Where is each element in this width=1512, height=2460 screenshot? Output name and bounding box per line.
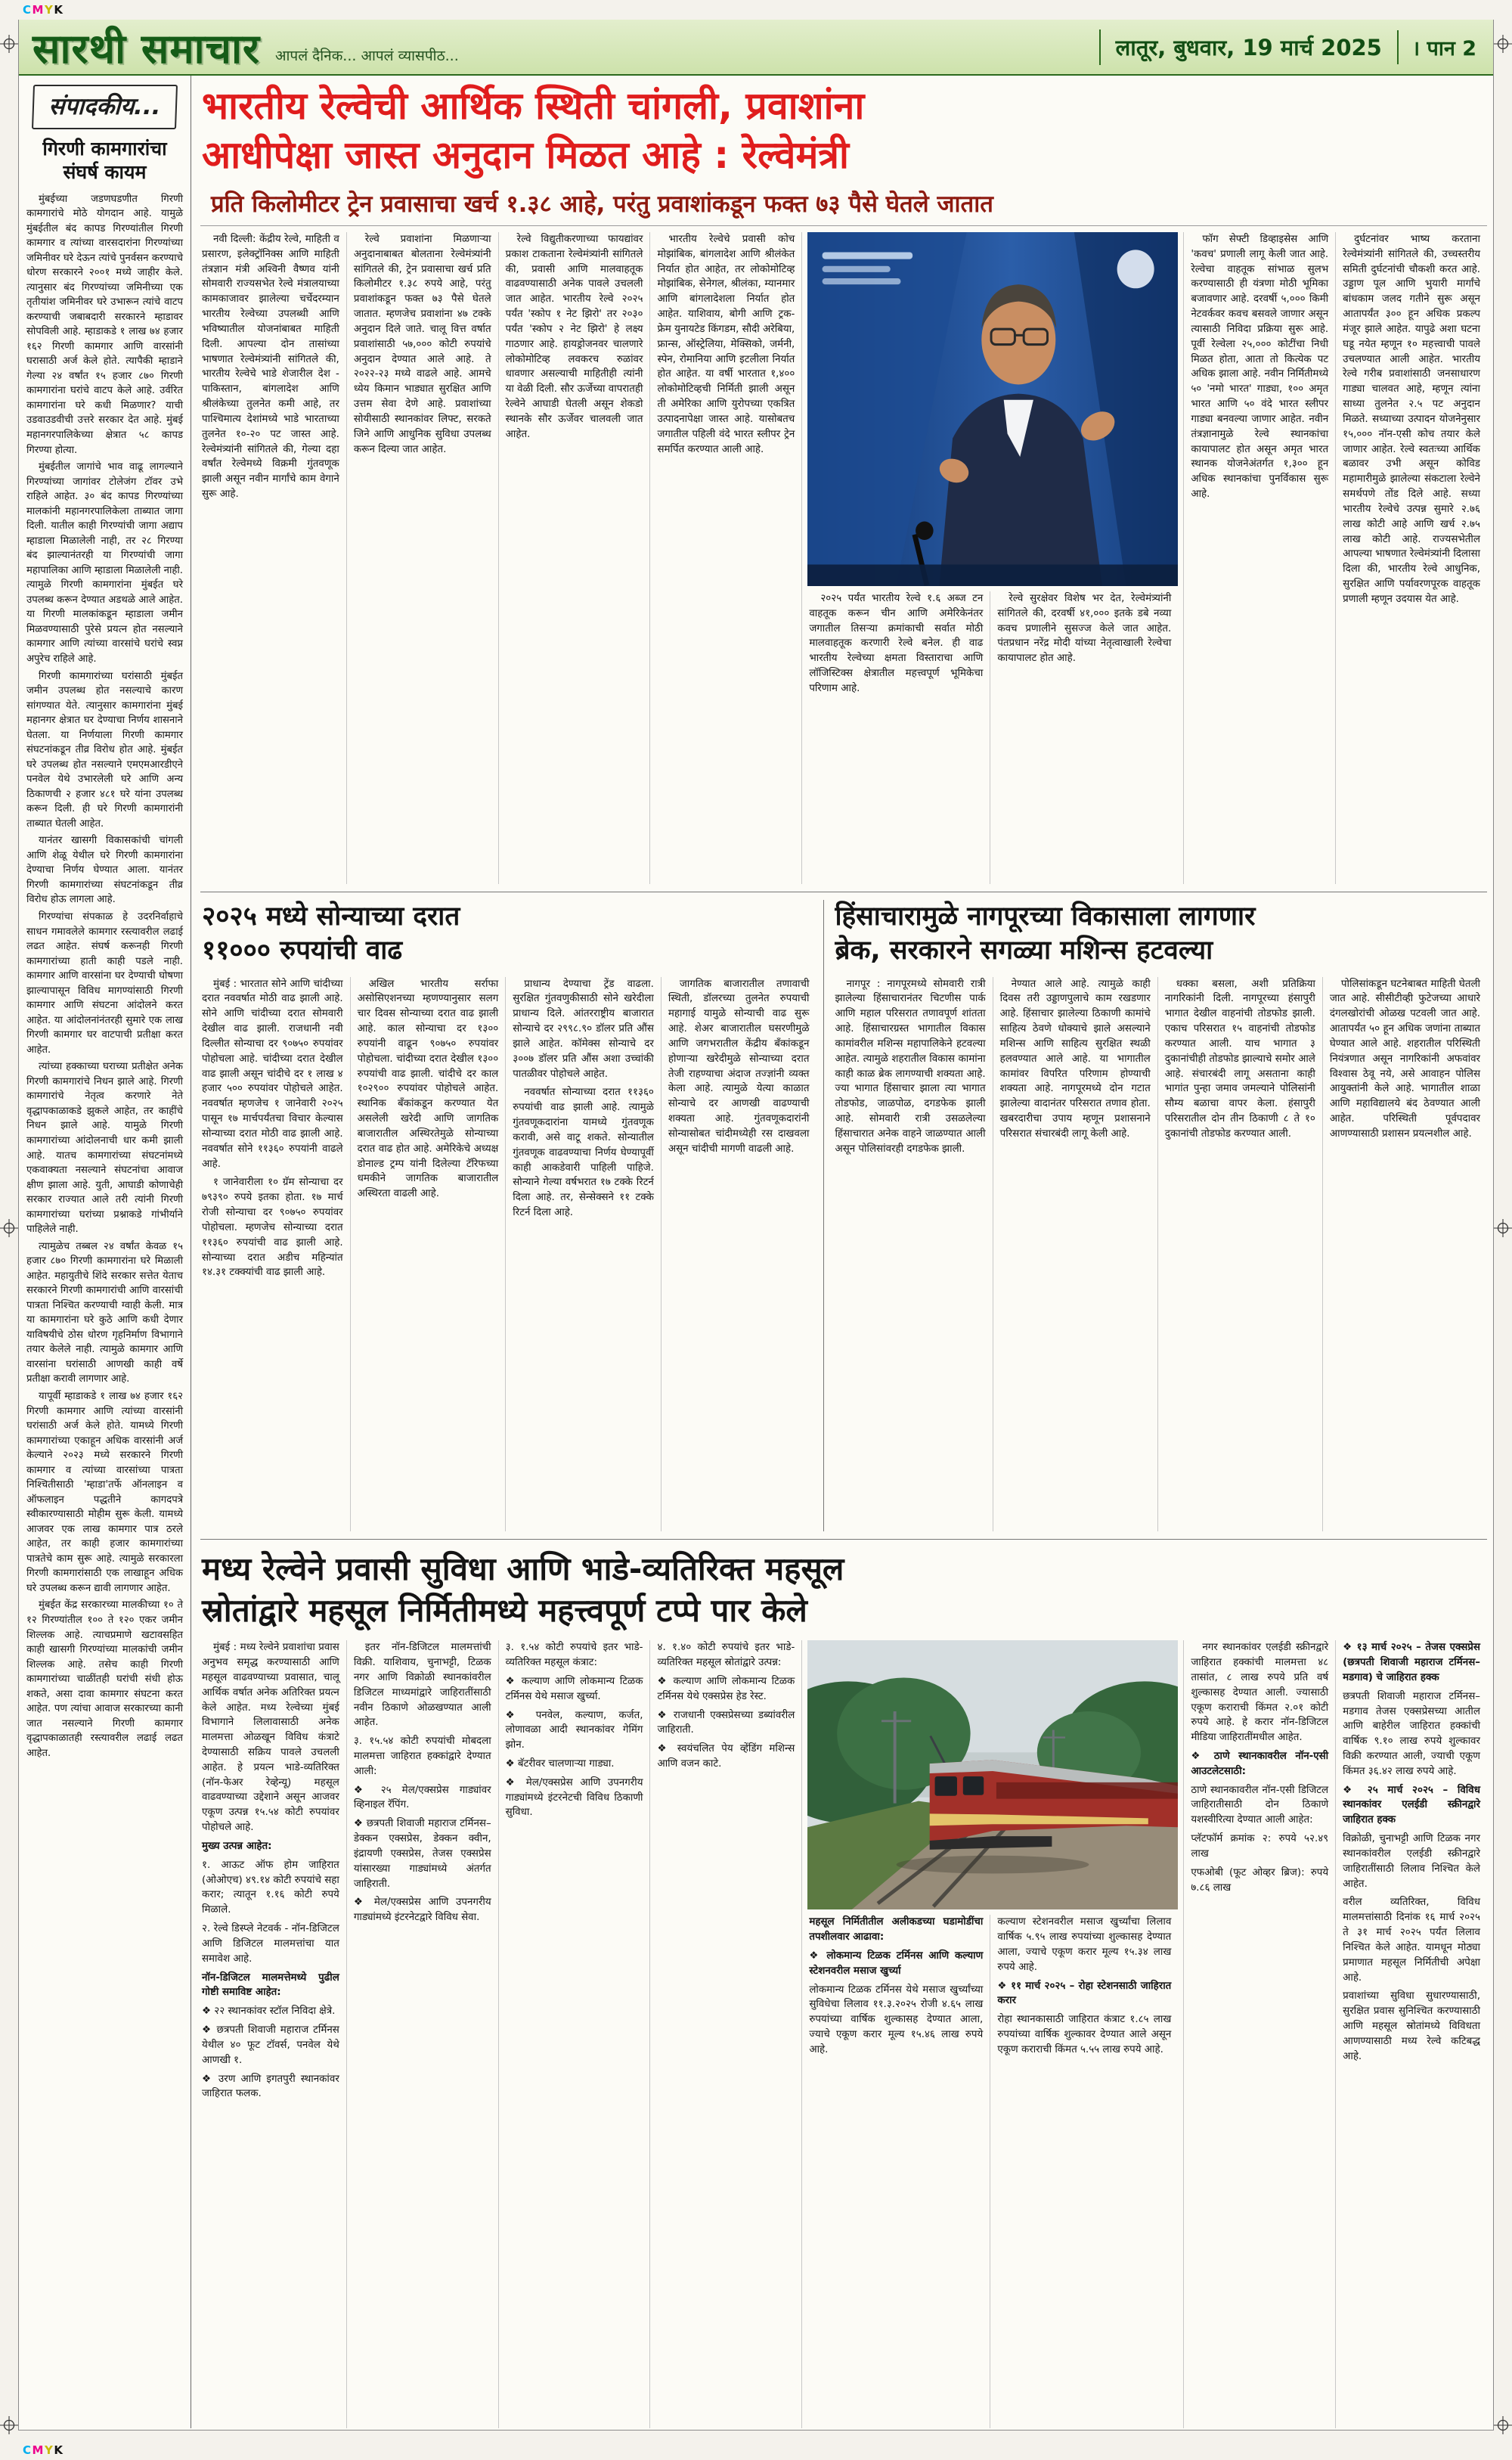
paragraph: विक्रोळी, चुनाभट्टी आणि टिळक नगर स्थानकांवरील एलईडी स्क्रीनद्वारे जाहिरातींसाठी लिलाव निश्चित केले आहेत. xyxy=(1343,1833,1480,1890)
photo-block xyxy=(801,1640,1183,2428)
text-column xyxy=(807,591,990,884)
list-item: ❖ स्वयंचलित पेय व्हेंडिंग मशिन्स आणि वजन काटे. xyxy=(657,1743,795,1770)
sub-heading: ❖ १३ मार्च २०२५ – तेजस एक्सप्रेस (छत्रपती शिवाजी महाराज टर्मिनस–मडगाव) चे जाहिरात हक्क xyxy=(1343,1642,1480,1683)
text-column xyxy=(990,591,1178,884)
list-item: १. आऊट ऑफ होम जाहिरात (ओओएच) ४९.१४ कोटी रुपयांचे सहा करार; त्यातून १.१६ कोटी रुपये मिळाले. xyxy=(202,1859,339,1916)
paragraph: मुंबईतील जागांचे भाव वाढू लागल्याने गिरण्यांच्या जागांवर टोलेजंग टॉवर उभे राहिले आहेत. ३० बंद कापड गिरण्यांच्या मालकांनी महानगरपालिकेला ताब्यात जागा दिली. यातील काही गिरण्यांची जागा अद्याप म्हाडाला मिळालेली नाही, तर २८ गिरण्या बंद झाल्यानंतरही या गिरण्यांची जागा महापालिका आणि म्हाडाला मिळालेली नाही. त्यामुळे गिरणी कामगारांना मुंबईत घरे उपलब्ध करून देण्यात अडथळे आले आहेत. या गिरणी मालकांकडून म्हाडाला जमीन मिळवण्यासाठी पुरेसे प्रयत्न होत नसल्याने कामगार आणि त्यांच्या वारसांचे घरांचे स्वप्न अपुरेच राहिले आहे. xyxy=(26,461,183,665)
photo-block xyxy=(801,232,1183,884)
paragraph: धक्का बसला, अशी प्रतिक्रिया नागरिकांनी दिली. नागपूरच्या हंसापुरी भागात देखील वाहनांची तोडफोड झाली. एकाच परिसरात १५ वाहनांची तोडफोड करण्यात आली. याच भागात ३ दुकानांचीही तोडफोड झाल्याचे समोर आले आहे. संचारबंदी लागू असताना काही भागांत पुन्हा जमाव जमल्याने पोलिसांनी सौम्य बळाचा वापर केला. हंसापुरी परिसरातील दोन तीन ठिकाणी ८ ते १० दुकानांची तोडफोड करण्यात आली. xyxy=(1164,978,1315,1140)
list-item: ❖ राजधानी एक्सप्रेसच्या डब्यांवरील जाहिराती. xyxy=(657,1709,795,1736)
registration-mark-icon xyxy=(0,2416,18,2434)
text-column xyxy=(346,232,498,884)
paragraph: मुंबईच्या जडणघडणीत गिरणी कामगारांचे मोठे योगदान आहे. यामुळे मुंबईतील बंद कापड गिरण्यांतील गिरणी कामगार व त्यांच्या वारसदारांना गिरण्यांच्या जमिनीवर घरे देऊन त्यांचे पुनर्वसन करण्याचे धोरण सरकारने २००१ मध्ये जाहीर केले. त्यानुसार बंद गिरण्यांच्या जमिनीच्या एक तृतीयांश जमिनीवर घरे उभारून त्यांचे वाटप करण्याची जबाबदारी सरकारने म्हाडावर सोपविली आहे. म्हाडाकडे १ लाख ७४ हजार १६२ गिरणी कामगार आणि वारसांनी घरासाठी अर्ज केले होते. त्यापैकी म्हाडाने गेल्या २४ वर्षांत १५ हजार ८७० गिरणी कामगारांना घरांचे वाटप केले आहे. उर्वरित कामगारांना घरे कधी मिळणार? याची उडवाउडवीची उत्तरे सरकार देत आहे. मुंबई महानगरपालिकेच्या क्षेत्रात ५८ कापड गिरण्या होत्या. xyxy=(26,193,183,456)
paragraph: प्रवाशांच्या सुविधा सुधारण्यासाठी, सुरक्षित प्रवास सुनिश्चित करण्यासाठी आणि महसूल स्रोतांमध्ये विविधता आणण्यासाठी मध्य रेल्वे कटिबद्ध आहे. xyxy=(1343,1990,1480,2062)
headline-line: ११००० रुपयांची वाढ xyxy=(202,935,403,966)
paragraph: रोहा स्थानकासाठी जाहिरात कंत्राट १.८५ लाख रुपयांच्या वार्षिक शुल्कावर देण्यात आले असून एकूण कराराची किंमत ५.५५ लाख रुपये आहे. xyxy=(997,2014,1172,2055)
text-column xyxy=(649,1640,801,2428)
text-column xyxy=(833,977,992,1531)
list-item: ४. १.४० कोटी रुपयांचे इतर भाडे-व्यतिरिक्त महसूल स्रोतांद्वारे उत्पन्न: xyxy=(657,1642,795,1669)
list-item: ❖ बॅटरीवर चालणाऱ्या गाड्या. xyxy=(505,1757,615,1770)
paragraph: गिरण्यांचा संपकाळ हे उदरनिर्वाहाचे साधन गमावलेले कामगार रस्त्यावरील लढाई लढत आहेत. संघर्ष करूनही गिरणी कामगारांच्या हाती काही पडले नाही. कामगार आणि वारसांना घर देण्याची घोषणा झाल्यापासून विविध मागण्यांसाठी गिरणी कामगार आणि संघटना आंदोलने करत आहेत. या आंदोलनांनंतरही सुमारे एक लाख गिरणी कामगार घर वाटपाची प्रतीक्षा करत आहेत. xyxy=(26,911,183,1056)
paragraph: रेल्वे प्रवाशांना मिळणाऱ्या अनुदानाबाबत बोलताना रेल्वेमंत्र्यांनी सांगितले की, ट्रेन प्रवासाचा खर्च प्रति किलोमीटर १.३८ रुपये आहे, परंतु प्रवाशांकडून फक्त ७३ पैसे घेतले जातात. म्हणजेच प्रवाशांना ४७ टक्के अनुदान दिले जाते. चालू वित्त वर्षात प्रवाशांसाठी ५७,००० कोटी रुपयांचे अनुदान देण्यात आले आहे. ते २०२२-२३ मध्ये वाढले आहे. आमचे ध्येय किमान भाड्यात सुरक्षित आणि उत्तम सेवा देणे आहे. प्रवाशांच्या सोयीसाठी स्थानकांवर लिफ्ट, सरकते जिने आणि आधुनिक सुविधा उपलब्ध करून दिल्या जात आहेत. xyxy=(353,234,491,455)
list-item: ❖ कल्याण आणि लोकमान्य टिळक टर्मिनस येथे एक्सप्रेस हेड रेस्ट. xyxy=(657,1675,795,1702)
cmyk-letter: M xyxy=(32,3,45,17)
text-column xyxy=(993,977,1157,1531)
list-item: ❖ मेल/एक्सप्रेस आणि उपनगरीय गाड्यांमध्ये इंटरनेटची विविध ठिकाणी सुविधा. xyxy=(505,1776,643,1819)
main-headline xyxy=(202,82,1487,180)
dateline: लातूर, बुधवार, 19 मार्च 2025 xyxy=(1099,29,1397,65)
paragraph: कल्याण स्टेशनवरील मसाज खुर्च्यांचा लिलाव वार्षिक ५.९५ लाख रुपयांच्या शुल्कासह देण्यात आला, ज्याचे एकूण करार मूल्य १५.३४ लाख रुपये आहे. xyxy=(997,1916,1172,1973)
story-gold-price xyxy=(200,900,824,1531)
paragraph: नेण्यात आले आहे. त्यामुळे काही दिवस तरी उड्डाणपुलाचे काम रखडणार आहे. हिंसाचार झालेल्या ठिकाणी कामांचे साहित्य ठेवणे धोक्याचे झाले असल्याने मशिन्स आणि साहित्य सुरक्षित स्थळी हलवण्यात आले आहे. या भागातील कामांवर विपरित परिणाम होण्याची शक्यता आहे. नागपूरमध्ये दोन गटात झालेल्या वादानंतर परिसरात तणाव होता. खबरदारीचा उपाय म्हणून प्रशासनाने परिसरात संचारबंदी लागू केली आहे. xyxy=(999,978,1151,1140)
nagpur-story-headline xyxy=(835,900,1487,968)
paragraph: गिरणी कामगारांच्या घरांसाठी मुंबईत जमीन उपलब्ध होत नसल्याचे कारण सांगण्यात येते. त्यानुसार कामगारांना मुंबई महानगर क्षेत्रात घर देण्याचा निर्णय शासनाने घेतला. या निर्णयाला गिरणी कामगार संघटनांकडून तीव्र विरोध होत आहे. मुंबईत घरे उपलब्ध होत नसल्याने एमएमआरडीएने पनवेल येथे उभारलेली घरे आणि अन्य ठिकाणची २ हजार ४८१ घरे यांना उपलब्ध करून दिली. ही घरे गिरणी कामगारांनी ताब्यात घेतली आहेत. xyxy=(26,670,183,830)
story-body xyxy=(200,977,816,1531)
paragraph: यापूर्वी म्हाडाकडे १ लाख ७४ हजार १६२ गिरणी कामगार आणि त्यांच्या वारसांनी घरांसाठी अर्ज केले होते. यामध्ये गिरणी कामगारांच्या एकाहून अधिक वारसांनी अर्ज केल्याने २०२३ मध्ये सरकारने गिरणी कामगार व त्यांच्या वारसांच्या पात्रता निश्चितीसाठी 'म्हाडा'तर्फे ऑनलाइन व ऑफलाइन पद्धतीने कागदपत्रे स्वीकारण्यासाठी मोहीम सुरू केली. यामध्ये आजवर एक लाख कामगार पात्र ठरले आहेत, तर काही हजार कामगारांच्या पात्रतेचे काम सुरू आहे. त्यामुळे सरकारला गिरणी कामगारांसाठी एक लाखाहून अधिक घरे उपलब्ध करून द्यावी लागणार आहेत. xyxy=(26,1391,183,1594)
cmyk-letter: K xyxy=(54,3,64,17)
list-item: ३. १.५४ कोटी रुपयांचे इतर भाडे-व्यतिरिक्त महसूल कंत्राट: xyxy=(505,1642,643,1669)
headline-line: हिंसाचारामुळे नागपूरच्या विकासाला लागणार xyxy=(835,901,1256,932)
paragraph: यानंतर खासगी विकासकांची चांगली आणि शेळू येथील घरे गिरणी कामगारांना देण्याचा निर्णय घेण्यात आला. यानंतर गिरणी कामगारांच्या संघटनांकडून तीव्र विरोध होऊ लागला आहे. xyxy=(26,835,183,906)
newspaper-page xyxy=(18,20,1494,2431)
registration-mark-icon xyxy=(0,35,18,53)
editorial-body xyxy=(26,192,183,1761)
text-column xyxy=(350,977,506,1531)
editorial-label-box xyxy=(32,85,178,129)
list-item: २. रेल्वे डिस्प्ले नेटवर्क - नॉन-डिजिटल आणि डिजिटल मालमत्तांचा यात समावेश आहे. xyxy=(202,1923,339,1965)
list-item: ❖ कल्याण आणि लोकमान्य टिळक टर्मिनस येथे मसाज खुर्च्या. xyxy=(505,1675,643,1702)
text-column xyxy=(200,977,350,1531)
list-item: ❖ छत्रपती शिवाजी महाराज टर्मिनस–डेक्कन एक्सप्रेस, डेक्कन क्वीन, इंद्रायणी एक्सप्रेस, तेजस एक्सप्रेस यांसारख्या गाड्यांमध्ये अंतर्गत जाहिराती. xyxy=(353,1818,491,1890)
list-item: ❖ पनवेल, कल्याण, कर्जत, लोणावळा आदी स्थानकांवर गेमिंग झोन. xyxy=(505,1709,643,1751)
list-item: ❖ मेल/एक्सप्रेस आणि उपनगरीय गाड्यांमध्ये इंटरनेटद्वारे विविध सेवा. xyxy=(353,1897,491,1924)
paragraph: रेल्वे विद्युतीकरणाच्या फायद्यांवर प्रकाश टाकताना रेल्वेमंत्र्यांनी सांगितले की, प्रवासी आणि मालवाहतूक वाढवण्यासाठी अनेक पावले उचलली जात आहेत. भारतीय रेल्वे २०२५ पर्यंत 'स्कोप १ नेट झिरो' तर २०३० पर्यंत 'स्कोप २ नेट झिरो' हे लक्ष्य गाठणार आहे. हायड्रोजनवर चालणारे लोकोमोटिव्ह लवकरच रुळांवर धावणार असल्याची माहितीही त्यांनी या वेळी दिली. सौर ऊर्जेच्या वापरातही रेल्वेने आघाडी घेतली असून शेकडो स्थानके सौर ऊर्जेवर चालवली जात आहेत. xyxy=(505,234,643,440)
editorial-title-line: गिरणी कामगारांचा xyxy=(42,138,167,160)
paper-title: सारथी समाचार xyxy=(33,25,261,73)
registration-mark-icon xyxy=(1494,35,1512,53)
paragraph: जागतिक बाजारातील तणावाची स्थिती, डॉलरच्या तुलनेत रुपयाची महागाई यामुळे सोन्याची वाढ सुरू आहे. शेअर बाजारातील घसरणीमुळे आणि जगभरातील केंद्रीय बँकांकडून होणाऱ्या खरेदीमुळे सोन्याच्या दरात तेजी राहण्याचा अंदाज तज्ज्ञांनी व्यक्त केला आहे. त्यामुळे येत्या काळात सोन्याचे दर आणखी वाढण्याची शक्यता आहे. गुंतवणूकदारांनी सोन्यासोबत चांदीमध्येही रस दाखवला असून चांदीची मागणी वाढली आहे. xyxy=(668,978,810,1155)
story-central-railway xyxy=(200,1539,1487,2428)
paragraph: वरील व्यतिरिक्त, विविध मालमत्तांसाठी दिनांक १६ मार्च २०२५ ते ३१ मार्च २०२५ पर्यंत लिलाव निश्चित केले आहेत. यामधून मोठ्या प्रमाणात महसूल निर्मितीची अपेक्षा आहे. xyxy=(1343,1897,1480,1984)
cmyk-letter: Y xyxy=(44,2443,54,2457)
text-column xyxy=(1335,1640,1487,2428)
masthead xyxy=(19,20,1493,76)
headline-line: आधीपेक्षा जास्त अनुदान मिळत आहे : रेल्वेमंत्री xyxy=(202,133,849,177)
registration-mark-icon xyxy=(1494,1219,1512,1237)
page-number: । पान 2 xyxy=(1397,30,1479,64)
photo-sub-columns xyxy=(807,591,1178,884)
editorial-title-line: संघर्ष कायम xyxy=(63,161,147,184)
text-column xyxy=(505,977,661,1531)
paragraph: दुर्घटनांवर भाष्य करताना रेल्वेमंत्र्यांनी सांगितले की, उच्चस्तरीय समिती दुर्घटनांची चौकशी करत आहे. उड्डाण पूल आणि भुयारी मार्गांचे बांधकाम जलद गतीने सुरू असून आतापर्यंत ३०० हून अधिक प्रकल्प मंजूर झाले आहेत. यापुढे अशा घटना घडू नयेत म्हणून १० महत्त्वाची पावले उचलण्यात आली आहेत. भारतीय रेल्वे गरीब प्रवाशांसाठी जनसाधारण गाड्या चालवत आहे, म्हणून त्यांना साध्या तुलनेत २.५ पट अनुदान मिळते. सध्याच्या उत्पादन योजनेनुसार १५,००० नॉन-एसी कोच तयार केले जाणार आहेत. रेल्वे स्वतःच्या आर्थिक बळावर उभी असून कोविड महामारीमुळे झालेल्या संकटाला रेल्वेने समर्थपणे तोंड दिले आहे. सध्या भारतीय रेल्वेचे उत्पन्न सुमारे २.७६ लाख कोटी आहे आणि खर्च २.७५ लाख कोटी आहे. राज्यसभेतील आपल्या भाषणात रेल्वेमंत्र्यांनी दिलासा दिला की, भारतीय रेल्वे आधुनिक, सुरक्षित आणि पर्यावरणपूरक वाहतूक प्रणाली म्हणून उदयास येत आहे. xyxy=(1343,234,1480,605)
cmyk-letter: C xyxy=(23,3,33,17)
paragraph: लोकमान्य टिळक टर्मिनस येथे मसाज खुर्च्यांच्या सुविधेचा लिलाव ११.३.२०२५ रोजी ४.६५ लाख रुपयांच्या वार्षिक शुल्कासह देण्यात आला, ज्याचे एकूण करार मूल्य १५.४६ लाख रुपये आहे. xyxy=(809,1984,984,2055)
list-item: ३. १५.५४ कोटी रुपयांची मोबदला मालमत्ता जाहिरात हक्कांद्वारे देण्यात आली: xyxy=(353,1736,491,1777)
text-column xyxy=(498,232,650,884)
sub-heading: ❖ ठाणे स्थानकावरील नॉन-एसी आउटलेटसाठी: xyxy=(1191,1750,1329,1777)
text-column xyxy=(346,1640,498,2428)
paragraph: नागपूर : नागपूरमध्ये सोमवारी रात्री झालेल्या हिंसाचारानंतर चिटणीस पार्क आणि महाल परिसरात तणावपूर्ण शांतता आहे. हिंसाचारग्रस्त भागातील विकास कामांवरील मशिन्स महापालिकेने हटवल्या आहेत. त्यामुळे शहरातील विकास कामांना काही काळ ब्रेक लागण्याची शक्यता आहे. ज्या भागात हिंसाचार झाला त्या भागात तोडफोड, जाळपोळ, दगडफेक झाली आहे. सोमवारी रात्री उसळलेल्या हिंसाचारात अनेक वाहने जाळण्यात आली असून पोलिसांवरही दगडफेक झाली. xyxy=(835,978,986,1155)
paragraph: पोलिसांकडून घटनेबाबत माहिती घेतली जात आहे. सीसीटीव्ही फुटेजच्या आधारे दंगलखोरांची ओळख पटवली जात आहे. आतापर्यंत ५० हून अधिक जणांना ताब्यात घेण्यात आले आहे. शहरातील परिस्थिती नियंत्रणात असून नागरिकांनी अफवांवर विश्वास ठेवू नये, असे आवाहन पोलिस आयुक्तांनी केले आहे. भागातील शाळा आणि महाविद्यालये बंद ठेवण्यात आली आहेत. परिस्थिती पूर्वपदावर आणण्यासाठी प्रशासन प्रयत्नशील आहे. xyxy=(1329,978,1481,1140)
cmyk-letter: C xyxy=(23,2443,33,2457)
list-item: ❖ छत्रपती शिवाजी महाराज टर्मिनस येथील ४० फूट टॉवर्स, पनवेल येथे आणखी १. xyxy=(202,2024,339,2066)
sub-heading: ❖ ११ मार्च २०२५ – रोहा स्टेशनसाठी जाहिरात करार xyxy=(997,1980,1172,2007)
text-column xyxy=(1157,977,1322,1531)
paragraph: मुंबईत केंद्र सरकारच्या मालकीच्या १० ते १२ गिरण्यांतील १०० ते १२० एकर जमीन शिल्लक आहे. त्याचप्रमाणे खटावसहित काही खासगी गिरण्यांच्या मालकांची जमीन शिल्लक आहे. तसेच काही गिरणी कामगारांच्या चाळींतही घरांची संधी होऊ शकते, असा दावा कामगार संघटना करत आहेत. पण त्यांचा आवाज सरकारच्या कानी जात नसल्याने गिरणी कामगार वृद्धापकाळातही रस्त्यावरील लढाई लढत आहेत. xyxy=(26,1599,183,1759)
train-photo xyxy=(807,1640,1178,1909)
paragraph: नववर्षात सोन्याच्या दरात ११३६० रुपयांची वाढ झाली आहे. त्यामुळे गुंतवणूकदारांना यामध्ये गुंतवणूक करावी, असे वाटू शकते. सोन्यातील गुंतवणूक वाढवण्याचा निर्णय घेण्यापूर्वी काही आकडेवारी पाहिली पाहिजे. सोन्याने गेल्या वर्षभरात १७ टक्के रिटर्न दिला आहे. तर, सेन्सेक्सने ११ टक्के रिटर्न दिला आहे. xyxy=(513,1087,654,1219)
paragraph: इतर नॉन-डिजिटल मालमत्तांची विक्री. याशिवाय, चुनाभट्टी, टिळक नगर आणि विक्रोळी स्थानकांवरील डिजिटल माध्यमांद्वारे जाहिरातींसाठी नवीन ठिकाणे ओळखण्यात आली आहेत. xyxy=(353,1642,491,1729)
list-item: ❖ २५ मेल/एक्सप्रेस गाड्यांवर व्हिनाइल रॅपिंग. xyxy=(353,1784,491,1811)
page-content xyxy=(19,76,1493,2428)
registration-mark-icon xyxy=(0,1219,18,1237)
paragraph: त्यामुळेच तब्बल २४ वर्षांत केवळ १५ हजार ८७० गिरणी कामगारांना घरे मिळाली आहेत. महायुतीचे शिंदे सरकार सत्तेत येताच सरकारने गिरणी कामगारांची आणि वारसांची पात्रता निश्चित करण्याची ग्वाही केली. मात्र या कामगारांना घरे कुठे आणि कधी देणार याविषयीचे ठोस धोरण गृहनिर्माण विभागाने तयार केलेले नाही. त्यामुळे कामगार आणि वारसांना घरांसाठी आणखी काही वर्षे प्रतीक्षा करावी लागणार आहे. xyxy=(26,1240,183,1385)
main-area xyxy=(191,76,1493,2428)
text-column xyxy=(1322,977,1487,1531)
masthead-right xyxy=(1099,29,1479,65)
story-nagpur-violence xyxy=(824,900,1487,1531)
story-body xyxy=(833,977,1487,1531)
story-railway-minister xyxy=(200,80,1487,884)
sub-heading: ❖ २५ मार्च २०२५ – विविध स्थानकांवर एलईडी स्क्रीनद्वारे जाहिरात हक्क xyxy=(1343,1784,1480,1826)
paragraph: नवी दिल्ली: केंद्रीय रेल्वे, माहिती व प्रसारण, इलेक्ट्रॉनिक्स आणि माहिती तंत्रज्ञान मंत्री अश्विनी वैष्णव यांनी सोमवारी राज्यसभेत रेल्वे मंत्रालयाच्या कामकाजावर झालेल्या चर्चेदरम्यान भारतीय रेल्वेच्या उपलब्धी आणि भविष्यातील योजनांबाबत माहिती दिली. आपल्या दोन तासांच्या भाषणात रेल्वेमंत्र्यांनी सांगितले की, भारतीय रेल्वेचे भाडे शेजारील देश - पाकिस्तान, बांगलादेश आणि श्रीलंकेच्या तुलनेत कमी आहे, तर पाश्चिमात्य देशांमध्ये भाडे भारताच्या तुलनेत १०-२० पट जास्त आहे. रेल्वेमंत्र्यांनी सांगितले की, गेल्या दहा वर्षांत रेल्वेमध्ये विक्रमी गुंतवणूक झाली असून नवीन मार्गांचे काम वेगाने सुरू आहे. xyxy=(202,234,339,501)
headline-line: २०२५ मध्ये सोन्याच्या दरात xyxy=(202,901,460,932)
sub-heading: ❖ लोकमान्य टिळक टर्मिनस आणि कल्याण स्टेशनवरील मसाज खुर्च्या xyxy=(809,1950,984,1977)
text-column xyxy=(807,1915,990,2428)
paragraph: प्राधान्य देण्याचा ट्रेंड वाढला. सुरक्षित गुंतवणुकीसाठी सोने खरेदीला प्राधान्य दिले. आंतरराष्ट्रीय बाजारात सोन्याचे दर २९९८.९० डॉलर प्रति औंस झाले आहेत. कॉमेक्स सोन्याचे दर ३००७ डॉलर प्रति औंस अशा उच्चांकी पातळीवर पोहोचले आहेत. xyxy=(513,978,654,1080)
sub-heading: नॉन-डिजिटल मालमत्तेमध्ये पुढील गोष्टी समाविष्ट आहेत: xyxy=(202,1971,339,1999)
text-column xyxy=(649,232,801,884)
paragraph: अखिल भारतीय सर्राफा असोसिएशनच्या म्हणण्यानुसार सलग चार दिवस सोन्याच्या दरात वाढ झाली आहे. काल सोन्याचा दर १३०० रुपयांनी वाढून ९०७५० रुपयांवर पोहोचला. चांदीच्या दरात देखील १३०० रुपयांची वाढ झाली. चांदीचे दर काल १०२९०० रुपयांवर पोहोचले आहेत. स्थानिक बँकांकडून करण्यात येत असलेली खरेदी आणि जागतिक बाजारातील अस्थिरतेमुळे सोन्याच्या दरात वाढ होत आहे. अमेरिकेचे अध्यक्ष डोनाल्ड ट्रम्प यांनी दिलेल्या टॅरिफच्या धमकीने जागतिक बाजारातील अस्थिरता वाढली आहे. xyxy=(357,978,499,1200)
paragraph: फॉग सेफ्टी डिव्हाइसेस आणि 'कवच' प्रणाली लागू केली जात आहे. रेल्वेचा वाहतूक सांभाळ सुलभ करण्यासाठी ही यंत्रणा मोठी भूमिका बजावणार आहे. दरवर्षी ५,००० किमी नेटवर्कवर कवच बसवले जाणार असून त्यासाठी निविदा प्रक्रिया सुरू आहे. पूर्वी रेल्वेला २५,००० कोटींचा निधी मिळत होता, आता तो कित्येक पट अधिक झाला आहे. नवीन निर्मितीमध्ये ५० 'नमो भारत' गाड्या, १०० अमृत भारत आणि ५० वंदे भारत स्लीपर गाड्या बनवल्या जाणार आहेत. नवीन तंत्रज्ञानामुळे रेल्वे स्थानकांचा कायापालट होत असून अमृत भारत स्थानक योजनेअंतर्गत १,३०० हून अधिक स्थानकांचा पुनर्विकास सुरू आहे. xyxy=(1191,234,1329,501)
railway-minister-photo xyxy=(807,232,1178,586)
paragraph: १ जानेवारीला १० ग्रॅम सोन्याचा दर ७९३९० रुपये इतका होता. १७ मार्च रोजी सोन्याचा दर ९०७५० रुपयांवर पोहोचला. म्हणजेच सोन्याच्या दरात ११३६० रुपयांची वाढ झाली आहे. सोन्याच्या दरात अडीच महिन्यांत १४.३१ टक्क्यांची वाढ झाली आहे. xyxy=(202,1177,343,1279)
editorial-label: संपादकीय... xyxy=(48,93,162,120)
paragraph: मुंबई : मध्य रेल्वेने प्रवाशांचा प्रवास अनुभव समृद्ध करण्यासाठी आणि महसूल वाढवण्याच्या प्रवासात, चालू आर्थिक वर्षात अनेक अतिरिक्त प्रयत्न केले आहेत. मध्य रेल्वेच्या मुंबई विभागाने लिलावासाठी अनेक मालमत्ता ओळखून विविध कंत्राटे देण्यासाठी सक्रिय पावले उचलली आहेत. हे प्रयत्न भाडे-व्यतिरिक्त (नॉन-फेअर रेव्हेन्यू) महसूल वाढवण्याच्या उद्देशाने असून आजवर एकूण उत्पन्न १५.५४ कोटी रुपयांवर पोहोचले आहे. xyxy=(202,1642,339,1834)
headline-line: भारतीय रेल्वेची आर्थिक स्थिती चांगली, प्रवाशांना xyxy=(202,84,865,128)
cmyk-letter: Y xyxy=(44,3,54,17)
text-column xyxy=(1183,232,1335,884)
cmyk-letter: M xyxy=(32,2443,45,2457)
list-item: प्लॅटफॉर्म क्रमांक २: रुपये ५२.४९ लाख xyxy=(1191,1833,1329,1860)
paragraph: नगर स्थानकांवर एलईडी स्क्रीनद्वारे जाहिरात हक्कांची मालमत्ता ४८ तासांत, ८ लाख रुपये प्रति वर्ष शुल्कासह देण्यात आली. ज्यासाठी एकूण कराराची किंमत २.०१ कोटी रुपये आहे. हे करार नॉन-डिजिटल मीडिया जाहिरातींमधील आहेत. xyxy=(1191,1642,1329,1744)
text-column xyxy=(1183,1640,1335,2428)
list-item: ❖ २२ स्थानकांवर स्टॉल निविदा क्षेत्रे. xyxy=(202,2006,336,2018)
paragraph: छत्रपती शिवाजी महाराज टर्मिनस–मडगाव तेजस एक्सप्रेसच्या आतील आणि बाहेरील जाहिरात हक्कांची वार्षिक ९.१० लाख रुपये शुल्कावर विक्री करण्यात आली, ज्याची एकूण किंमत ३६.४२ लाख रुपये आहे. xyxy=(1343,1690,1480,1777)
paragraph: भारतीय रेल्वेचे प्रवासी कोच मोझांबिक, बांगलादेश आणि श्रीलंकेत निर्यात होत आहेत, तर लोकोमोटिव्ह मोझांबिक, सेनेगल, श्रीलंका, म्यानमार आणि बांगलादेशला निर्यात होत आहेत. याशिवाय, बोगी आणि ट्रक-फ्रेम युनायटेड किंगडम, सौदी अरेबिया, फ्रान्स, ऑस्ट्रेलिया, मेक्सिको, जर्मनी, स्पेन, रोमानिया आणि इटलीला निर्यात होत आहेत. या वर्षी भारतात १,४०० लोकोमोटिव्हची निर्मिती झाली असून ती अमेरिका आणि युरोपच्या एकत्रित उत्पादनापेक्षा जास्त आहे. यासोबतच जगातील पहिली वंदे भारत स्लीपर ट्रेन समर्पित करण्यात आली आहे. xyxy=(657,234,795,455)
gold-story-headline xyxy=(202,900,816,968)
text-column xyxy=(200,232,346,884)
editorial-column xyxy=(19,76,191,2428)
second-story-band xyxy=(200,892,1487,1531)
paragraph: मुंबई : भारतात सोने आणि चांदीच्या दरात नववर्षात मोठी वाढ झाली आहे. सोने आणि चांदीच्या दरात सोमवारी देखील वाढ झाली. राजधानी नवी दिल्लीत सोन्याचा दर ९०७५० रुपयांवर पोहोचला आहे. चांदीच्या दरात देखील वाढ झाली असून चांदीचे दर १ लाख ४ हजार ५०० रुपयांवर पोहोचले आहेत. नववर्षात म्हणजेच १ जानेवारी २०२५ पासून १७ मार्चपर्यंतचा विचार केल्यास सोन्याच्या दरात मोठी वाढ झाली आहे. नववर्षात सोने ११३६० रुपयांनी वाढले आहे. xyxy=(202,978,343,1170)
photo-sub-columns xyxy=(807,1915,1178,2428)
sub-heading: मुख्य उत्पन्न आहेत: xyxy=(202,1840,272,1852)
paragraph: २०२५ पर्यंत भ‍ारतीय रेल्वे १.६ अब्ज टन वाहतूक करून चीन आणि अमेरिकेनंतर जगातील तिसऱ्या क्रमांकाची सर्वात मोठी मालवाहतूक करणारी रेल्वे बनेल. ही वाढ भारतीय रेल्वेच्या क्षमता विस्ताराचा आणि लॉजिस्टिक्स क्षेत्रातील महत्त्वपूर्ण भूमिकेचा परिणाम आहे. xyxy=(809,593,984,694)
paragraph: रेल्वे सुरक्षेवर विशेष भर देत, रेल्वेमंत्र्यांनी सांगितले की, दरवर्षी ४१,००० इतके डबे नव्या कवच प्रणालीने सुसज्ज केले जात आहेत. पंतप्रधान नरेंद्र मोदी यांच्या नेतृत्वाखाली रेल्वेचा कायापालट होत आहे. xyxy=(997,593,1172,665)
paragraph: त्यांच्या हक्काच्या घराच्या प्रतीक्षेत अनेक गिरणी कामगारांचे निधन झाले आहे. गिरणी कामगारांचे नेतृत्व करणारे नेते वृद्धापकाळाकडे झुकले आहेत, तर काहींचे निधन झाले आहे. यामुळे गिरणी कामगारांच्या आंदोलनाची धार कमी झाली आहे. यातच कामगारांच्या संघटनांमध्ये एकवाक्यता नसल्याने संघटनांचा आवाज क्षीण झाला आहे. युती, आघाडी कोणाचेही सरकार राज्यात आले तरी त्यांनी गिरणी कामगारांच्या घरांच्या प्रश्नाकडे गांभीर्याने पाहिलेले नाही. xyxy=(26,1061,183,1236)
story-body xyxy=(200,232,1487,884)
text-column xyxy=(498,1640,650,2428)
cmyk-label-bottom xyxy=(23,2443,64,2457)
story-body xyxy=(200,1640,1487,2428)
editorial-title xyxy=(26,137,183,185)
headline-line: स्रोतांद्वारे महसूल निर्मितीमध्ये महत्त्वपूर्ण टप्पे पार केले xyxy=(202,1591,807,1629)
divider xyxy=(200,225,1487,226)
text-column xyxy=(990,1915,1178,2428)
text-column xyxy=(1335,232,1487,884)
paper-tagline: आपलं दैनिक... आपलं व्यासपीठ... xyxy=(275,48,459,64)
text-column xyxy=(200,1640,346,2428)
main-subhead: प्रति किलोमीटर ट्रेन प्रवासाचा खर्च १.३८ आहे, परंतु प्रवाशांकडून फक्त ७३ पैसे घेतले जातात xyxy=(211,191,993,218)
list-item: एफओबी (फूट ओव्हर ब्रिज): रुपये ७.८६ लाख xyxy=(1191,1866,1329,1894)
headline-line: ब्रेक, सरकारने सगळ्या मशिन्स हटवल्या xyxy=(835,935,1213,966)
text-column xyxy=(661,977,816,1531)
central-railway-headline xyxy=(202,1549,1257,1631)
list-item: ❖ उरण आणि इगतपुरी स्थानकांवर जाहिरात फलक. xyxy=(202,2073,339,2100)
registration-mark-icon xyxy=(1494,2416,1512,2434)
paragraph: ठाणे स्थानकावरील नॉन-एसी डिजिटल जाहिरातीसाठी दोन ठिकाणे यशस्वीरित्या देण्यात आली आहेत: xyxy=(1191,1784,1329,1826)
sub-heading: महसूल निर्मितीतील अलीकडच्या घडामोडींचा तपशीलवार आढावा: xyxy=(809,1916,984,1943)
cmyk-letter: K xyxy=(54,2443,64,2457)
headline-line: मध्य रेल्वेने प्रवासी सुविधा आणि भाडे-व्यतिरिक्त महसूल xyxy=(202,1550,844,1587)
cmyk-label-top xyxy=(23,3,64,17)
